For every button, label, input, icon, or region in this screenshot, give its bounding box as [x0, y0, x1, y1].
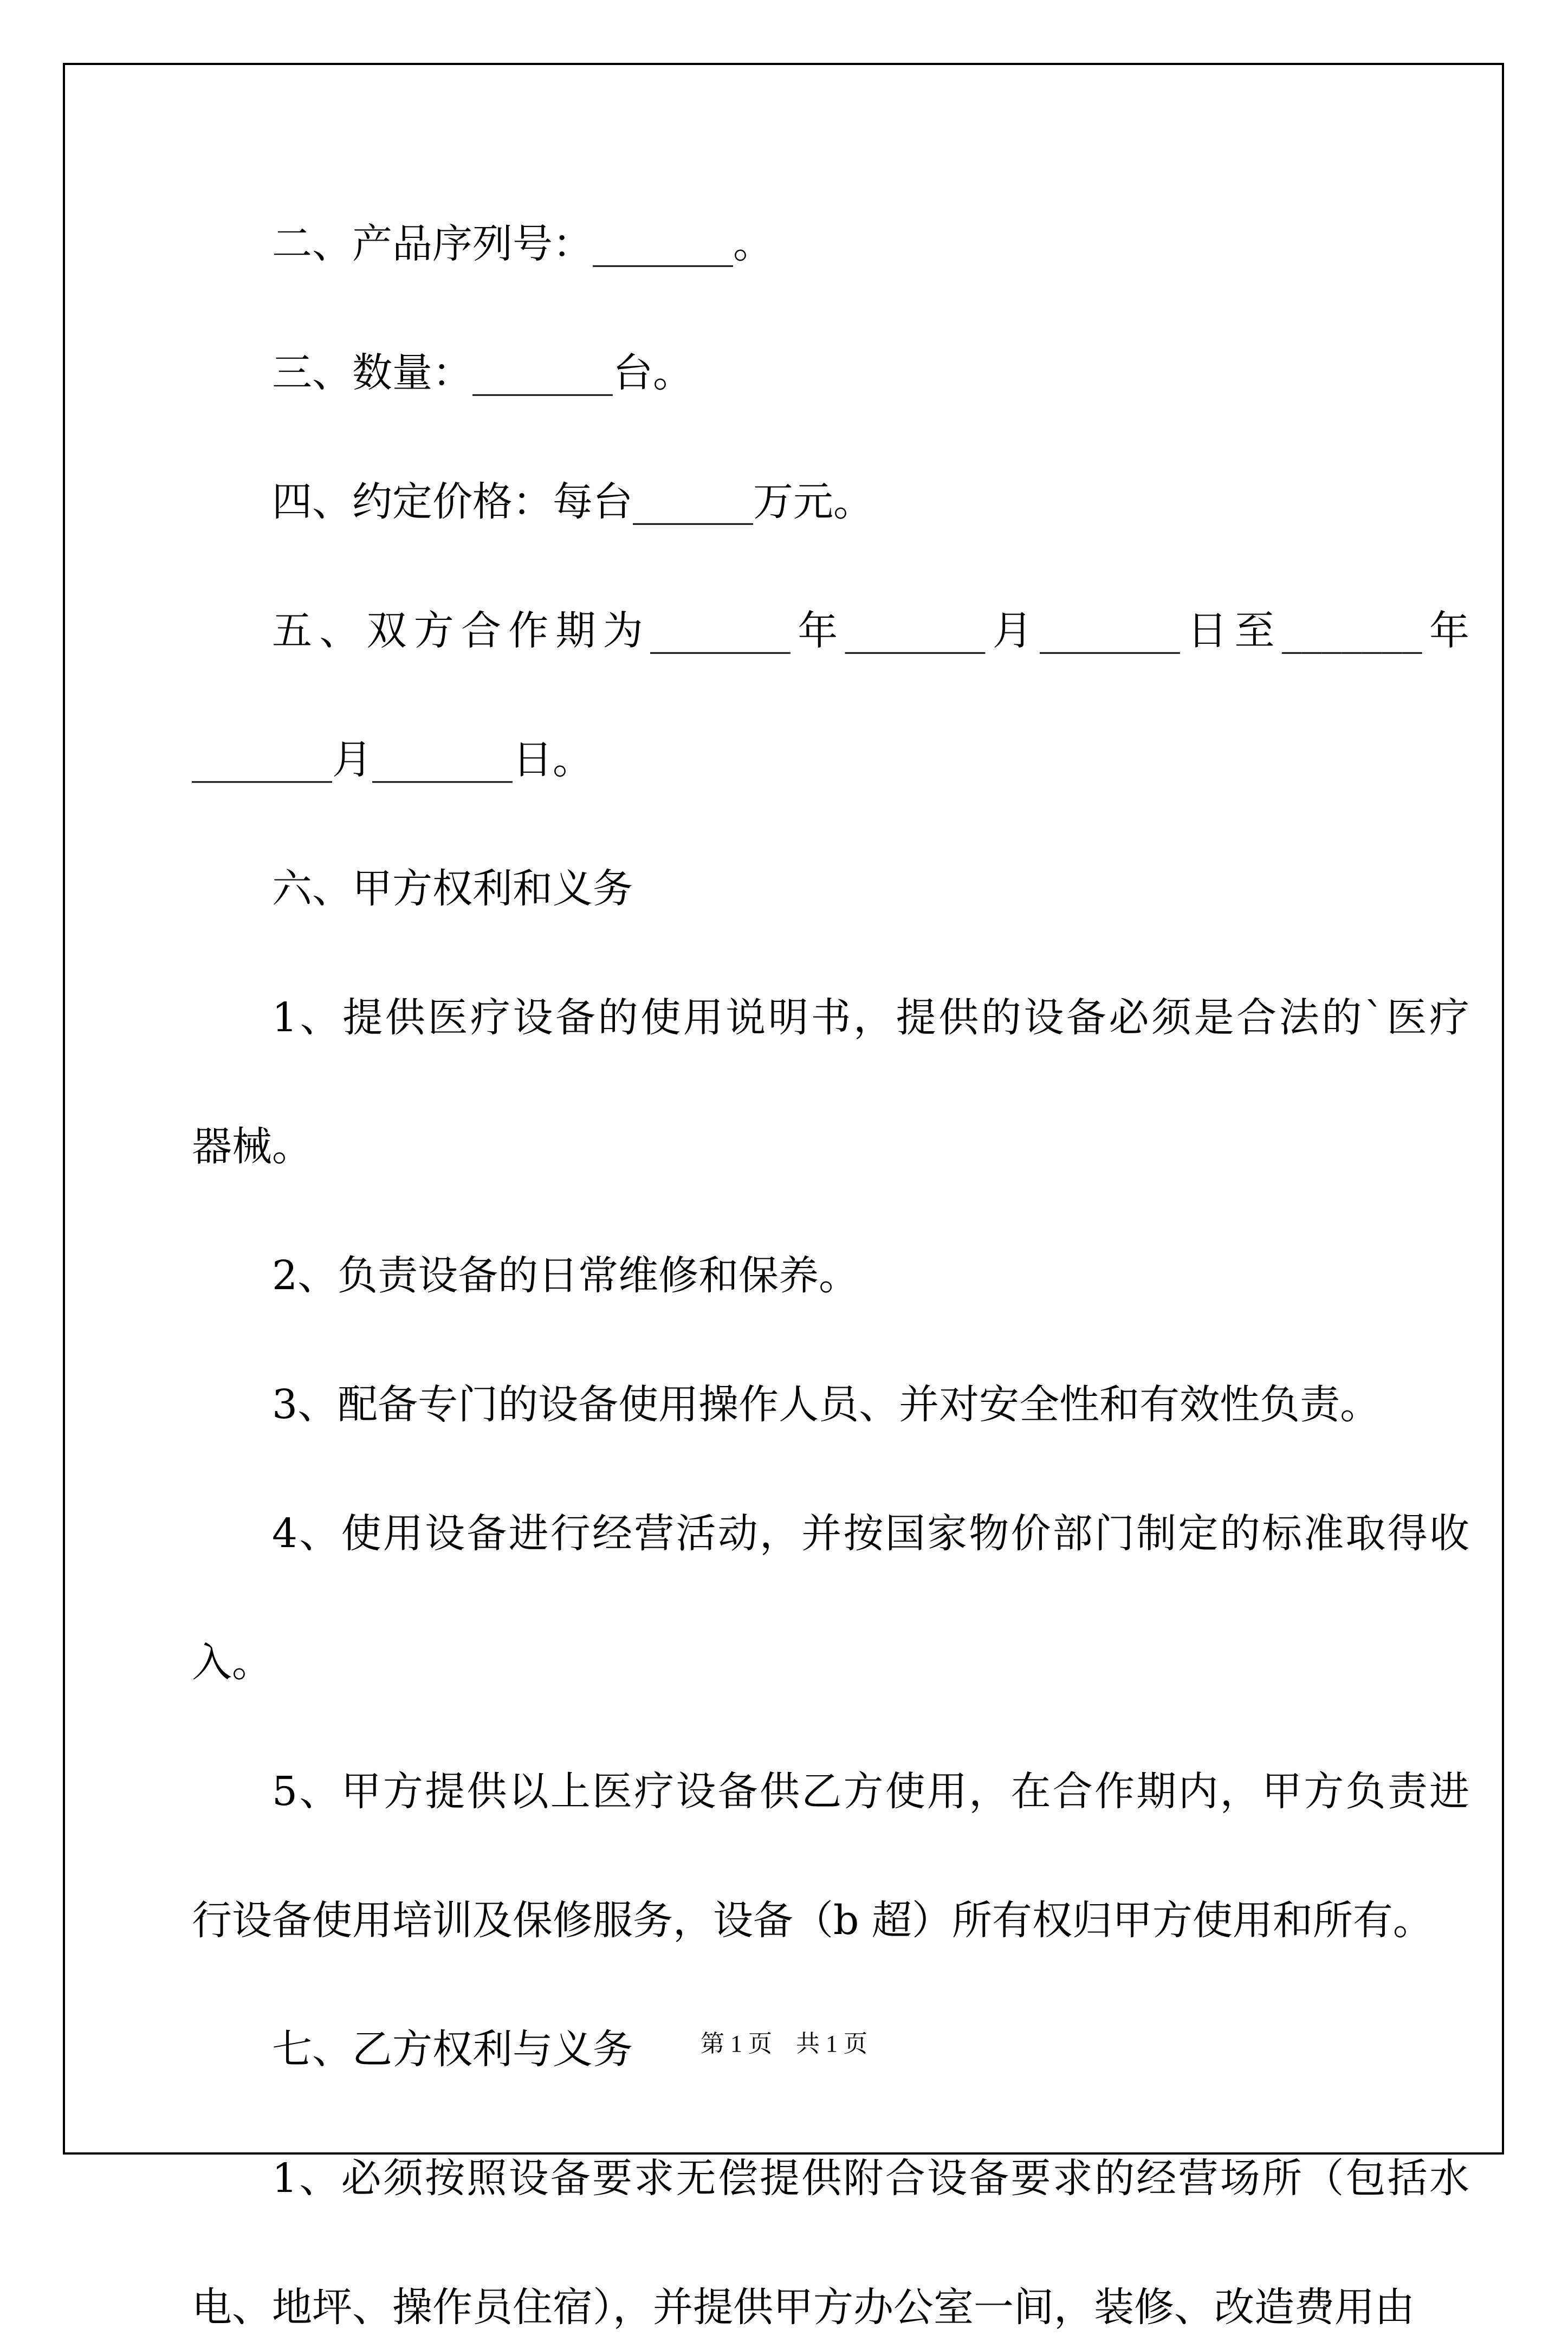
doc-line-a4-2: 入。 — [192, 1639, 272, 1686]
doc-line-a5-2: 行设备使用培训及保修服务，设备（b 超）所有权归甲方使用和所有。 — [192, 1897, 1433, 1944]
doc-line-a1-2: 器械。 — [192, 1123, 312, 1170]
doc-heading-party-b: 七、乙方权利与义务 — [272, 2026, 633, 2073]
doc-heading-party-a: 六、甲方权利和义务 — [272, 865, 633, 912]
doc-line-a4-1: 4、使用设备进行经营活动，并按国家物价部门制定的标准取得收 — [272, 1510, 1469, 1557]
doc-line-a3: 3、配备专门的设备使用操作人员、并对安全性和有效性负责。 — [272, 1381, 1381, 1428]
doc-line-a2: 2、负责设备的日常维修和保养。 — [272, 1252, 859, 1299]
doc-line-period-1: 五、双方合作期为_______年_______月_______日至_______年 — [272, 607, 1469, 654]
doc-line-a1-1: 1、提供医疗设备的使用说明书，提供的设备必须是合法的`医疗 — [272, 994, 1469, 1041]
page-footer: 第 1 页 共 1 页 — [701, 2030, 867, 2057]
doc-line-a5-1: 5、甲方提供以上医疗设备供乙方使用，在合作期内，甲方负责进 — [272, 1768, 1469, 1815]
doc-line-period-2: _______月_______日。 — [192, 736, 593, 783]
doc-line-b1-1: 1、必须按照设备要求无偿提供附合设备要求的经营场所（包括水 — [272, 2155, 1469, 2202]
doc-line-price: 四、约定价格：每台______万元。 — [272, 478, 873, 525]
doc-line-b1-2: 电、地坪、操作员住宿），并提供甲方办公室一间，装修、改造费用由 — [192, 2284, 1415, 2331]
doc-line-serial-number: 二、产品序列号：_______。 — [272, 221, 773, 267]
doc-line-quantity: 三、数量：_______台。 — [272, 350, 693, 396]
